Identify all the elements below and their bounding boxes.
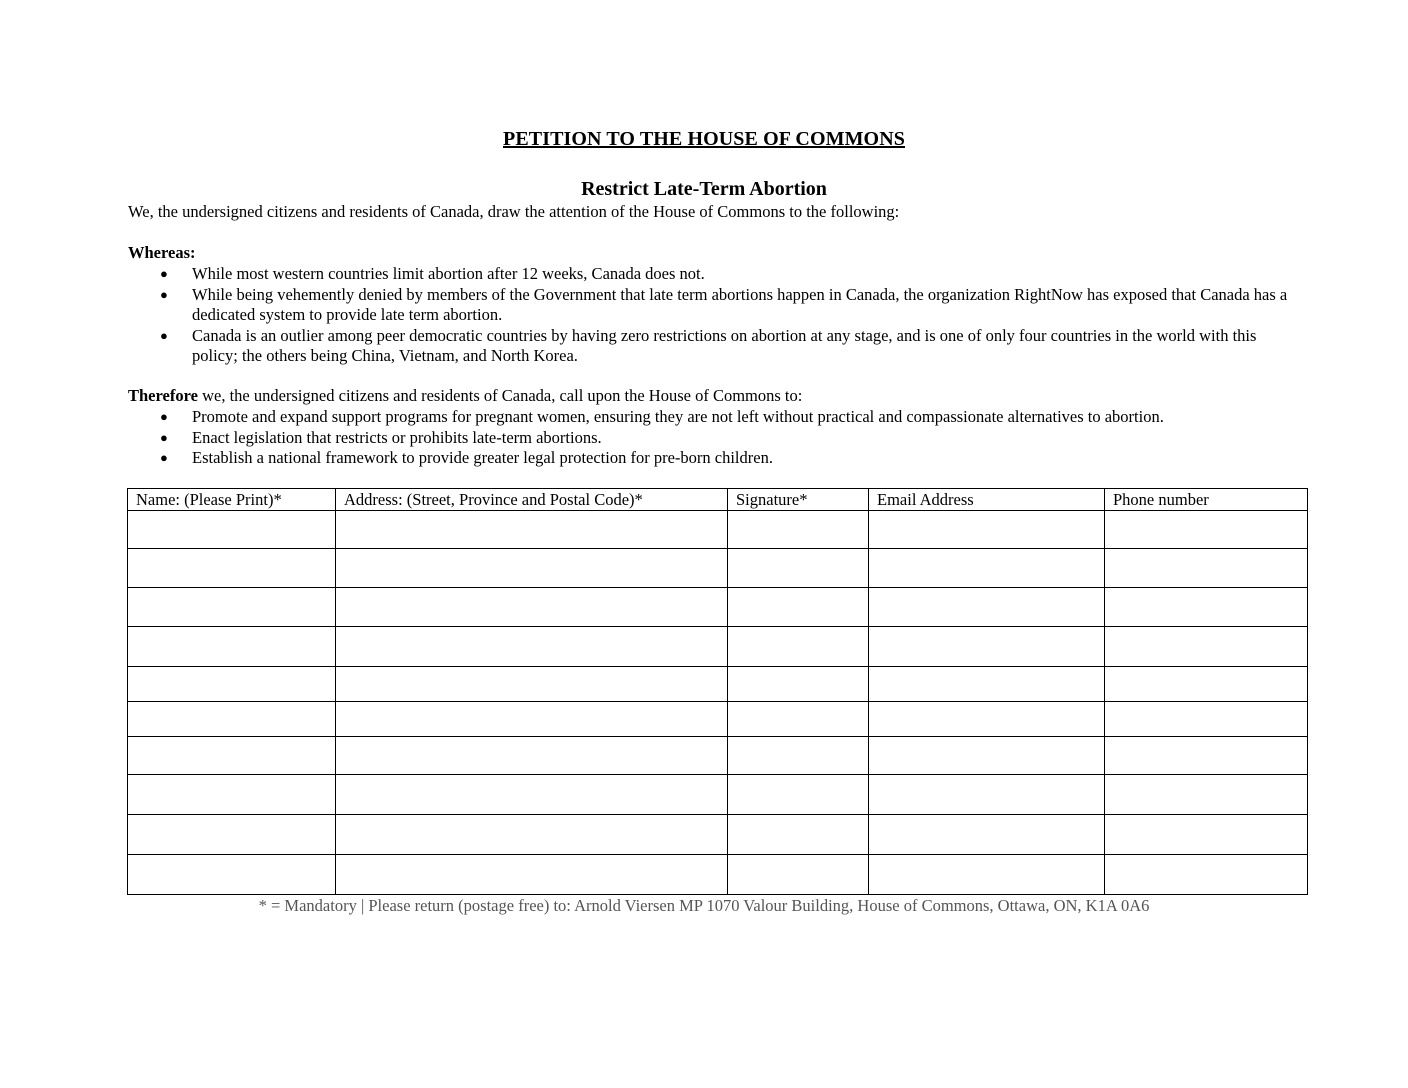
list-item [128, 407, 1288, 428]
table-row [128, 855, 1308, 895]
signature-cell[interactable] [728, 702, 869, 737]
address-cell[interactable] [336, 588, 728, 627]
name-cell[interactable] [128, 702, 336, 737]
address-cell[interactable] [336, 775, 728, 815]
table-row [128, 627, 1308, 667]
bullet-icon: ● [160, 429, 168, 445]
return-address-footer: * = Mandatory | Please return (postage free) to: Arnold Viersen MP 1070 Valour Building, House of Commons, Ottawa, ON, K1A 0A6 [258, 896, 1150, 915]
phone-cell[interactable] [1105, 627, 1308, 667]
table-row [128, 702, 1308, 737]
therefore-list [128, 407, 1288, 469]
signature-table [127, 488, 1308, 895]
table-row [128, 588, 1308, 627]
table-header-row [128, 489, 1308, 511]
signature-rows [128, 511, 1308, 895]
name-cell[interactable] [128, 511, 336, 549]
bullet-icon: ● [160, 409, 168, 424]
address-cell[interactable] [336, 549, 728, 588]
address-cell[interactable] [336, 815, 728, 855]
signature-cell[interactable] [728, 511, 869, 549]
phone-cell[interactable] [1105, 702, 1308, 737]
petition-subtitle: Restrict Late-Term Abortion [581, 178, 827, 200]
bullet-icon: ● [160, 286, 168, 302]
column-header-phone: Phone number [1105, 489, 1308, 511]
therefore-paragraph [128, 386, 1288, 407]
name-cell[interactable] [128, 588, 336, 627]
email-cell[interactable] [869, 815, 1105, 855]
petition-title: PETITION TO THE HOUSE OF COMMONS [503, 128, 905, 150]
address-cell[interactable] [336, 855, 728, 895]
email-cell[interactable] [869, 855, 1105, 895]
table-row [128, 775, 1308, 815]
list-item [128, 448, 1288, 469]
table-row [128, 667, 1308, 702]
signature-cell[interactable] [728, 549, 869, 588]
phone-cell[interactable] [1105, 775, 1308, 815]
phone-cell[interactable] [1105, 815, 1308, 855]
email-cell[interactable] [869, 702, 1105, 737]
column-header-signature: Signature* [728, 489, 869, 511]
table-row [128, 815, 1308, 855]
therefore-text: we, the undersigned citizens and residents of Canada, call upon the House of Commons to: [197, 386, 803, 405]
name-cell[interactable] [128, 855, 336, 895]
phone-cell[interactable] [1105, 855, 1308, 895]
name-cell[interactable] [128, 815, 336, 855]
name-cell[interactable] [128, 737, 336, 775]
signature-cell[interactable] [728, 815, 869, 855]
signature-cell[interactable] [728, 667, 869, 702]
column-header-email: Email Address [869, 489, 1105, 511]
signature-cell[interactable] [728, 588, 869, 627]
address-cell[interactable] [336, 667, 728, 702]
column-header-name: Name: (Please Print)* [128, 489, 336, 511]
list-item-text: Canada is an outlier among peer democratic countries by having zero restrictions on abortion at any stage, and is one of only four countries in the world with this policy; the others being China, Vietnam, and North Korea. [192, 325, 1257, 365]
address-cell[interactable] [336, 627, 728, 667]
phone-cell[interactable] [1105, 549, 1308, 588]
list-item-text: While most western countries limit abortion after 12 weeks, Canada does not. [192, 264, 705, 283]
email-cell[interactable] [869, 627, 1105, 667]
email-cell[interactable] [869, 775, 1105, 815]
name-cell[interactable] [128, 549, 336, 588]
name-cell[interactable] [128, 627, 336, 667]
list-item-text: Enact legislation that restricts or prohibits late-term abortions. [192, 427, 602, 447]
whereas-list [128, 264, 1288, 367]
list-item [128, 326, 1288, 367]
phone-cell[interactable] [1105, 511, 1308, 549]
whereas-heading: Whereas: [128, 243, 196, 262]
name-cell[interactable] [128, 775, 336, 815]
list-item [128, 264, 1288, 285]
address-cell[interactable] [336, 737, 728, 775]
address-cell[interactable] [336, 702, 728, 737]
list-item-text: While being vehemently denied by members of the Government that late term abortions happen in Canada, the organization RightNow has exposed that Canada has a dedicated system to provide late term abortion. [192, 284, 1288, 324]
bullet-icon: ● [160, 450, 168, 465]
email-cell[interactable] [869, 549, 1105, 588]
table-row [128, 511, 1308, 549]
table-row [128, 549, 1308, 588]
table-row [128, 737, 1308, 775]
list-item [128, 428, 1288, 449]
email-cell[interactable] [869, 737, 1105, 775]
signature-cell[interactable] [728, 627, 869, 667]
phone-cell[interactable] [1105, 737, 1308, 775]
therefore-lead: Therefore [128, 386, 198, 405]
list-item [128, 285, 1288, 326]
address-cell[interactable] [336, 511, 728, 549]
signature-cell[interactable] [728, 737, 869, 775]
phone-cell[interactable] [1105, 667, 1308, 702]
name-cell[interactable] [128, 667, 336, 702]
list-item-text: Establish a national framework to provide greater legal protection for pre-born children. [192, 448, 773, 467]
bullet-icon: ● [160, 266, 168, 281]
email-cell[interactable] [869, 667, 1105, 702]
signature-cell[interactable] [728, 775, 869, 815]
list-item-text: Promote and expand support programs for pregnant women, ensuring they are not left without practical and compassionate alternatives to abortion. [192, 407, 1164, 426]
bullet-icon: ● [160, 327, 168, 343]
email-cell[interactable] [869, 511, 1105, 549]
phone-cell[interactable] [1105, 588, 1308, 627]
signature-cell[interactable] [728, 855, 869, 895]
column-header-address: Address: (Street, Province and Postal Code)* [336, 489, 728, 511]
email-cell[interactable] [869, 588, 1105, 627]
intro-paragraph: We, the undersigned citizens and residents of Canada, draw the attention of the House of Commons to the following: [128, 202, 900, 221]
